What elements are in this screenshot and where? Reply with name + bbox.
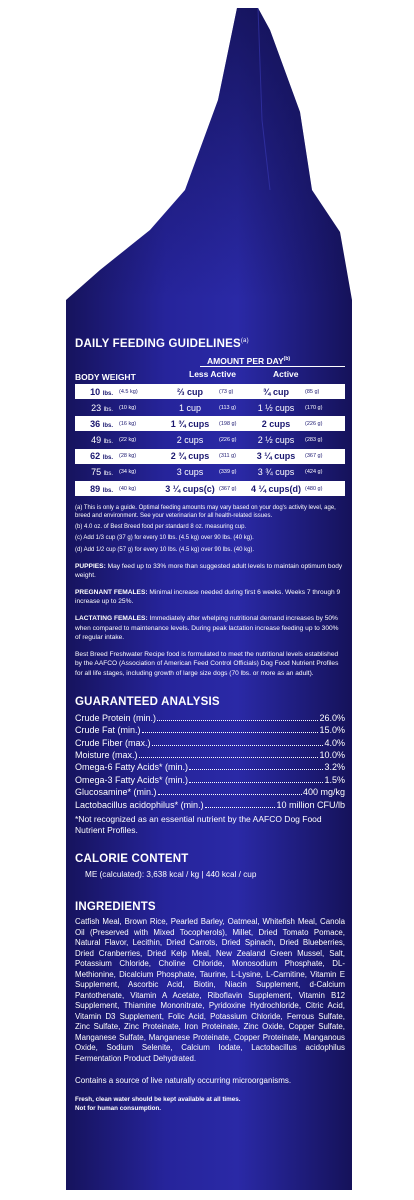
feeding-guidelines-title: [75, 338, 345, 350]
analysis-row: [75, 762, 345, 774]
weight-value: 23: [91, 402, 102, 413]
weight-value: 10: [90, 386, 101, 397]
weight-unit: lbs.: [103, 439, 113, 446]
weight-unit: lbs.: [102, 455, 113, 462]
active-cell: 4 ¼ cups(d): [250, 483, 301, 494]
analysis-value: 15.0%: [319, 725, 345, 736]
analysis-label: Crude Fat (min.): [75, 725, 141, 736]
feeding-note: (b) 4.0 oz. of Best Breed food per standard 8 oz. measuring cup.: [75, 524, 247, 531]
weight-value: 62: [90, 451, 101, 462]
active-grams-cell: (283 g): [305, 437, 323, 444]
less-active-cell: 3 ¼ cups(c): [165, 483, 215, 494]
analysis-label: Lactobacillus acidophilus* (min.): [75, 799, 204, 810]
analysis-label: Omega-6 Fatty Acids* (min.): [75, 762, 189, 773]
analysis-row: [75, 775, 345, 787]
feeding-row: [75, 465, 345, 480]
weight-cell: [75, 387, 113, 397]
weight-value: 89: [90, 483, 101, 494]
active-cell: 3 ¾ cups: [257, 467, 295, 478]
leader-dots: [189, 769, 323, 770]
less-active-grams-cell: (339 g): [219, 469, 237, 476]
less-active-grams-cell: (113 g): [219, 404, 237, 411]
feeding-note: (a) This is only a guide. Optimal feeding amounts may vary based on your dog's activity level, age, breed and environment. See your veterinarian for all health-related issues.: [75, 505, 336, 520]
analysis-row: [75, 725, 345, 737]
active-cell: 3 ¼ cups: [256, 451, 296, 462]
less-active-grams-cell: (311 g): [219, 453, 237, 460]
feeding-rows: [75, 384, 345, 496]
weight-unit: lbs.: [103, 471, 113, 478]
less-active-cell: 2 cups: [176, 435, 204, 446]
weight-value: 49: [91, 435, 102, 446]
active-cell: 1 ½ cups: [257, 402, 295, 413]
ingredients-text: Catfish Meal, Brown Rice, Pearled Barley, Oatmeal, Whitefish Meal, Canola Oil (Preserved with Mixed Tocopherols), Millet, Dried Tomato Pomace, Natural Flavor, Lecithin, Dried Carrots, Dried Spinach, Dried Blueberries, Dried Cranberries, Dried Kelp Meal, New Zealand Green Mussel, Salt, Potassium Chloride, Choline Chloride, Monosodium Phosphate, DL-Methionine, Dicalcium Phosphate, Taurine, L-Lysine, L-Carnitine, Vitamin E Supplement, Ascorbic Acid, Biotin, Niacin Supplement, d-Calcium Pantothenate, Vitamin A Acetate, Riboflavin Supplement, Vitamin B12 Supplement, Thiamine Mononitrate, Pyridoxine Hydrochloride, Citric Acid, Vitamin D3 Supplement, Folic Acid, Potassium Chloride, Ferrous Sulfate, Zinc Sulfate, Zinc Proteinate, Iron Proteinate, Zinc Oxide, Copper Sulfate, Manganese Sulfate, Manganese Proteinate, Copper Proteinate, Manganous Oxide, Sodium Selenite, Calcium Iodate, Lactobacillus acidophilus Fermentation Product Dehydrated.: [75, 917, 345, 1063]
lactating-label: LACTATING FEMALES:: [75, 615, 148, 623]
analysis-note: *Not recognized as an essential nutrient by the AAFCO Dog Food Nutrient Profiles.: [75, 813, 322, 835]
feeding-title-text: DAILY FEEDING GUIDELINES: [75, 338, 241, 350]
lactating-paragraph: [75, 614, 345, 642]
analysis-value: 10.0%: [319, 749, 345, 760]
active-grams-cell: (480 g): [305, 485, 323, 492]
analysis-value: 3.2%: [324, 762, 345, 773]
footer-notes: [75, 1095, 345, 1113]
calorie-value: ME (calculated): 3,638 kcal / kg | 440 kcal / cup: [85, 870, 257, 880]
analysis-value: 26.0%: [319, 712, 345, 723]
footer-human: Not for human consumption.: [75, 1105, 162, 1113]
puppies-paragraph: [75, 562, 345, 580]
analysis-row: [75, 787, 345, 799]
analysis-label: Omega-3 Fatty Acids* (min.): [75, 774, 189, 785]
weight-cell: [75, 467, 113, 477]
active-grams-cell: (424 g): [305, 469, 323, 476]
analysis-row: [75, 713, 345, 725]
weight-cell: [75, 435, 113, 445]
weight-unit: lbs.: [102, 487, 113, 494]
analysis-row: [75, 750, 345, 762]
analysis-label: Glucosamine* (min.): [75, 787, 157, 798]
puppies-text: May feed up to 33% more than suggested adult levels to maintain optimum body weight.: [75, 562, 343, 579]
analysis-label: Crude Fiber (max.): [75, 737, 151, 748]
leader-dots: [205, 807, 276, 808]
active-cell: ¾ cup: [262, 386, 289, 397]
lactating-text: Immediately after whelping nutritional demand increases by 50% when compared to maintenance levels. During peak lactation increase feeding up to 300% of regular intake.: [75, 615, 339, 641]
feeding-table: [75, 356, 345, 496]
active-grams-cell: (85 g): [305, 388, 320, 395]
guaranteed-analysis: [75, 696, 345, 835]
less-active-grams-cell: (198 g): [219, 420, 237, 427]
leader-dots: [139, 757, 319, 758]
analysis-value: 10 million CFU/lb: [276, 799, 345, 810]
analysis-row: [75, 738, 345, 750]
analysis-label: Crude Protein (min.): [75, 712, 157, 723]
pregnant-paragraph: [75, 588, 345, 606]
leader-dots: [157, 720, 318, 721]
feeding-row: [75, 400, 345, 415]
feeding-row: [75, 384, 345, 399]
active-grams-cell: (170 g): [305, 404, 323, 411]
bag-top-shade: [66, 8, 352, 300]
feeding-note: (c) Add 1/3 cup (37 g) for every 10 lbs. (4.5 kg) over 90 lbs. (40 kg).: [75, 535, 254, 542]
feeding-title-note: (a): [240, 338, 249, 345]
weight-value: 75: [91, 467, 102, 478]
weight-kg-cell: (34 kg): [119, 469, 137, 476]
leader-dots: [142, 732, 319, 733]
analysis-title: GUARANTEED ANALYSIS: [75, 695, 220, 708]
leader-dots: [152, 745, 324, 746]
weight-cell: [75, 484, 113, 494]
puppies-label: PUPPIES:: [75, 562, 106, 570]
less-active-cell: ⅔ cup: [176, 386, 203, 397]
weight-kg-cell: (16 kg): [119, 420, 137, 427]
feeding-notes: [75, 504, 345, 553]
calorie-title: CALORIE CONTENT: [75, 853, 189, 866]
weight-unit: lbs.: [103, 406, 113, 413]
calorie-content: [75, 853, 345, 879]
feeding-row: [75, 416, 345, 431]
weight-kg-cell: (22 kg): [119, 437, 137, 444]
amount-per-day-header: [207, 356, 290, 366]
weight-value: 36: [90, 418, 101, 429]
less-active-cell: 1 ¾ cups: [170, 418, 210, 429]
active-header: Active: [273, 369, 299, 379]
feeding-row: [75, 449, 345, 464]
contains-note: Contains a source of live naturally occurring microorganisms.: [75, 1076, 292, 1086]
weight-kg-cell: (40 kg): [119, 485, 137, 492]
aafco-paragraph: Best Breed Freshwater Recipe food is formulated to meet the nutritional levels established by the AAFCO (Association of American Feed Control Officials) Dog Food Nutrient Profiles for all life stages, including growth of large size dogs (70 lbs. or more as an adult).: [75, 651, 339, 677]
active-grams-cell: (226 g): [305, 420, 323, 427]
weight-unit: lbs.: [102, 422, 113, 429]
weight-kg-cell: (10 kg): [119, 404, 137, 411]
ingredients-title: INGREDIENTS: [75, 901, 156, 914]
pregnant-text: Minimal increase needed during first 6 weeks. Weeks 7 through 9 increase up to 25%.: [75, 589, 341, 606]
weight-cell: [75, 403, 113, 413]
leader-dots: [189, 782, 323, 783]
analysis-label: Moisture (max.): [75, 749, 138, 760]
amount-note: (b): [283, 356, 291, 363]
amount-label: AMOUNT PER DAY: [207, 356, 284, 366]
body-weight-header: BODY WEIGHT: [75, 372, 136, 382]
analysis-value: 4.0%: [324, 737, 345, 748]
analysis-list: [75, 713, 345, 812]
less-active-grams-cell: (226 g): [219, 437, 237, 444]
pregnant-label: PREGNANT FEMALES:: [75, 589, 148, 597]
feeding-note: (d) Add 1/2 cup (57 g) for every 10 lbs. (4.5 kg) over 90 lbs. (40 kg).: [75, 546, 255, 553]
active-cell: 2 cups: [261, 418, 291, 429]
weight-kg-cell: (28 kg): [119, 453, 137, 460]
feeding-row: [75, 433, 345, 448]
bag-back-panel: [75, 338, 345, 1113]
weight-cell: [75, 451, 113, 461]
feeding-table-header: [75, 356, 345, 382]
leader-dots: [158, 794, 302, 795]
analysis-value: 400 mg/kg: [302, 787, 345, 798]
active-cell: 2 ½ cups: [257, 435, 295, 446]
active-grams-cell: (367 g): [305, 453, 323, 460]
less-active-grams-cell: (73 g): [219, 388, 234, 395]
footer-water: Fresh, clean water should be kept available at all times.: [75, 1096, 241, 1104]
header-divider: [200, 366, 345, 367]
analysis-value: 1.5%: [324, 774, 345, 785]
less-active-cell: 1 cup: [178, 402, 202, 413]
weight-kg-cell: (4.5 kg): [119, 388, 138, 395]
feeding-row: [75, 481, 345, 496]
less-active-header: Less Active: [189, 369, 236, 379]
analysis-row: [75, 800, 345, 812]
ingredients: [75, 901, 345, 1064]
weight-cell: [75, 419, 113, 429]
less-active-cell: 3 cups: [176, 467, 204, 478]
less-active-cell: 2 ¾ cups: [170, 451, 210, 462]
weight-unit: lbs.: [102, 390, 113, 397]
less-active-grams-cell: (367 g): [219, 485, 237, 492]
